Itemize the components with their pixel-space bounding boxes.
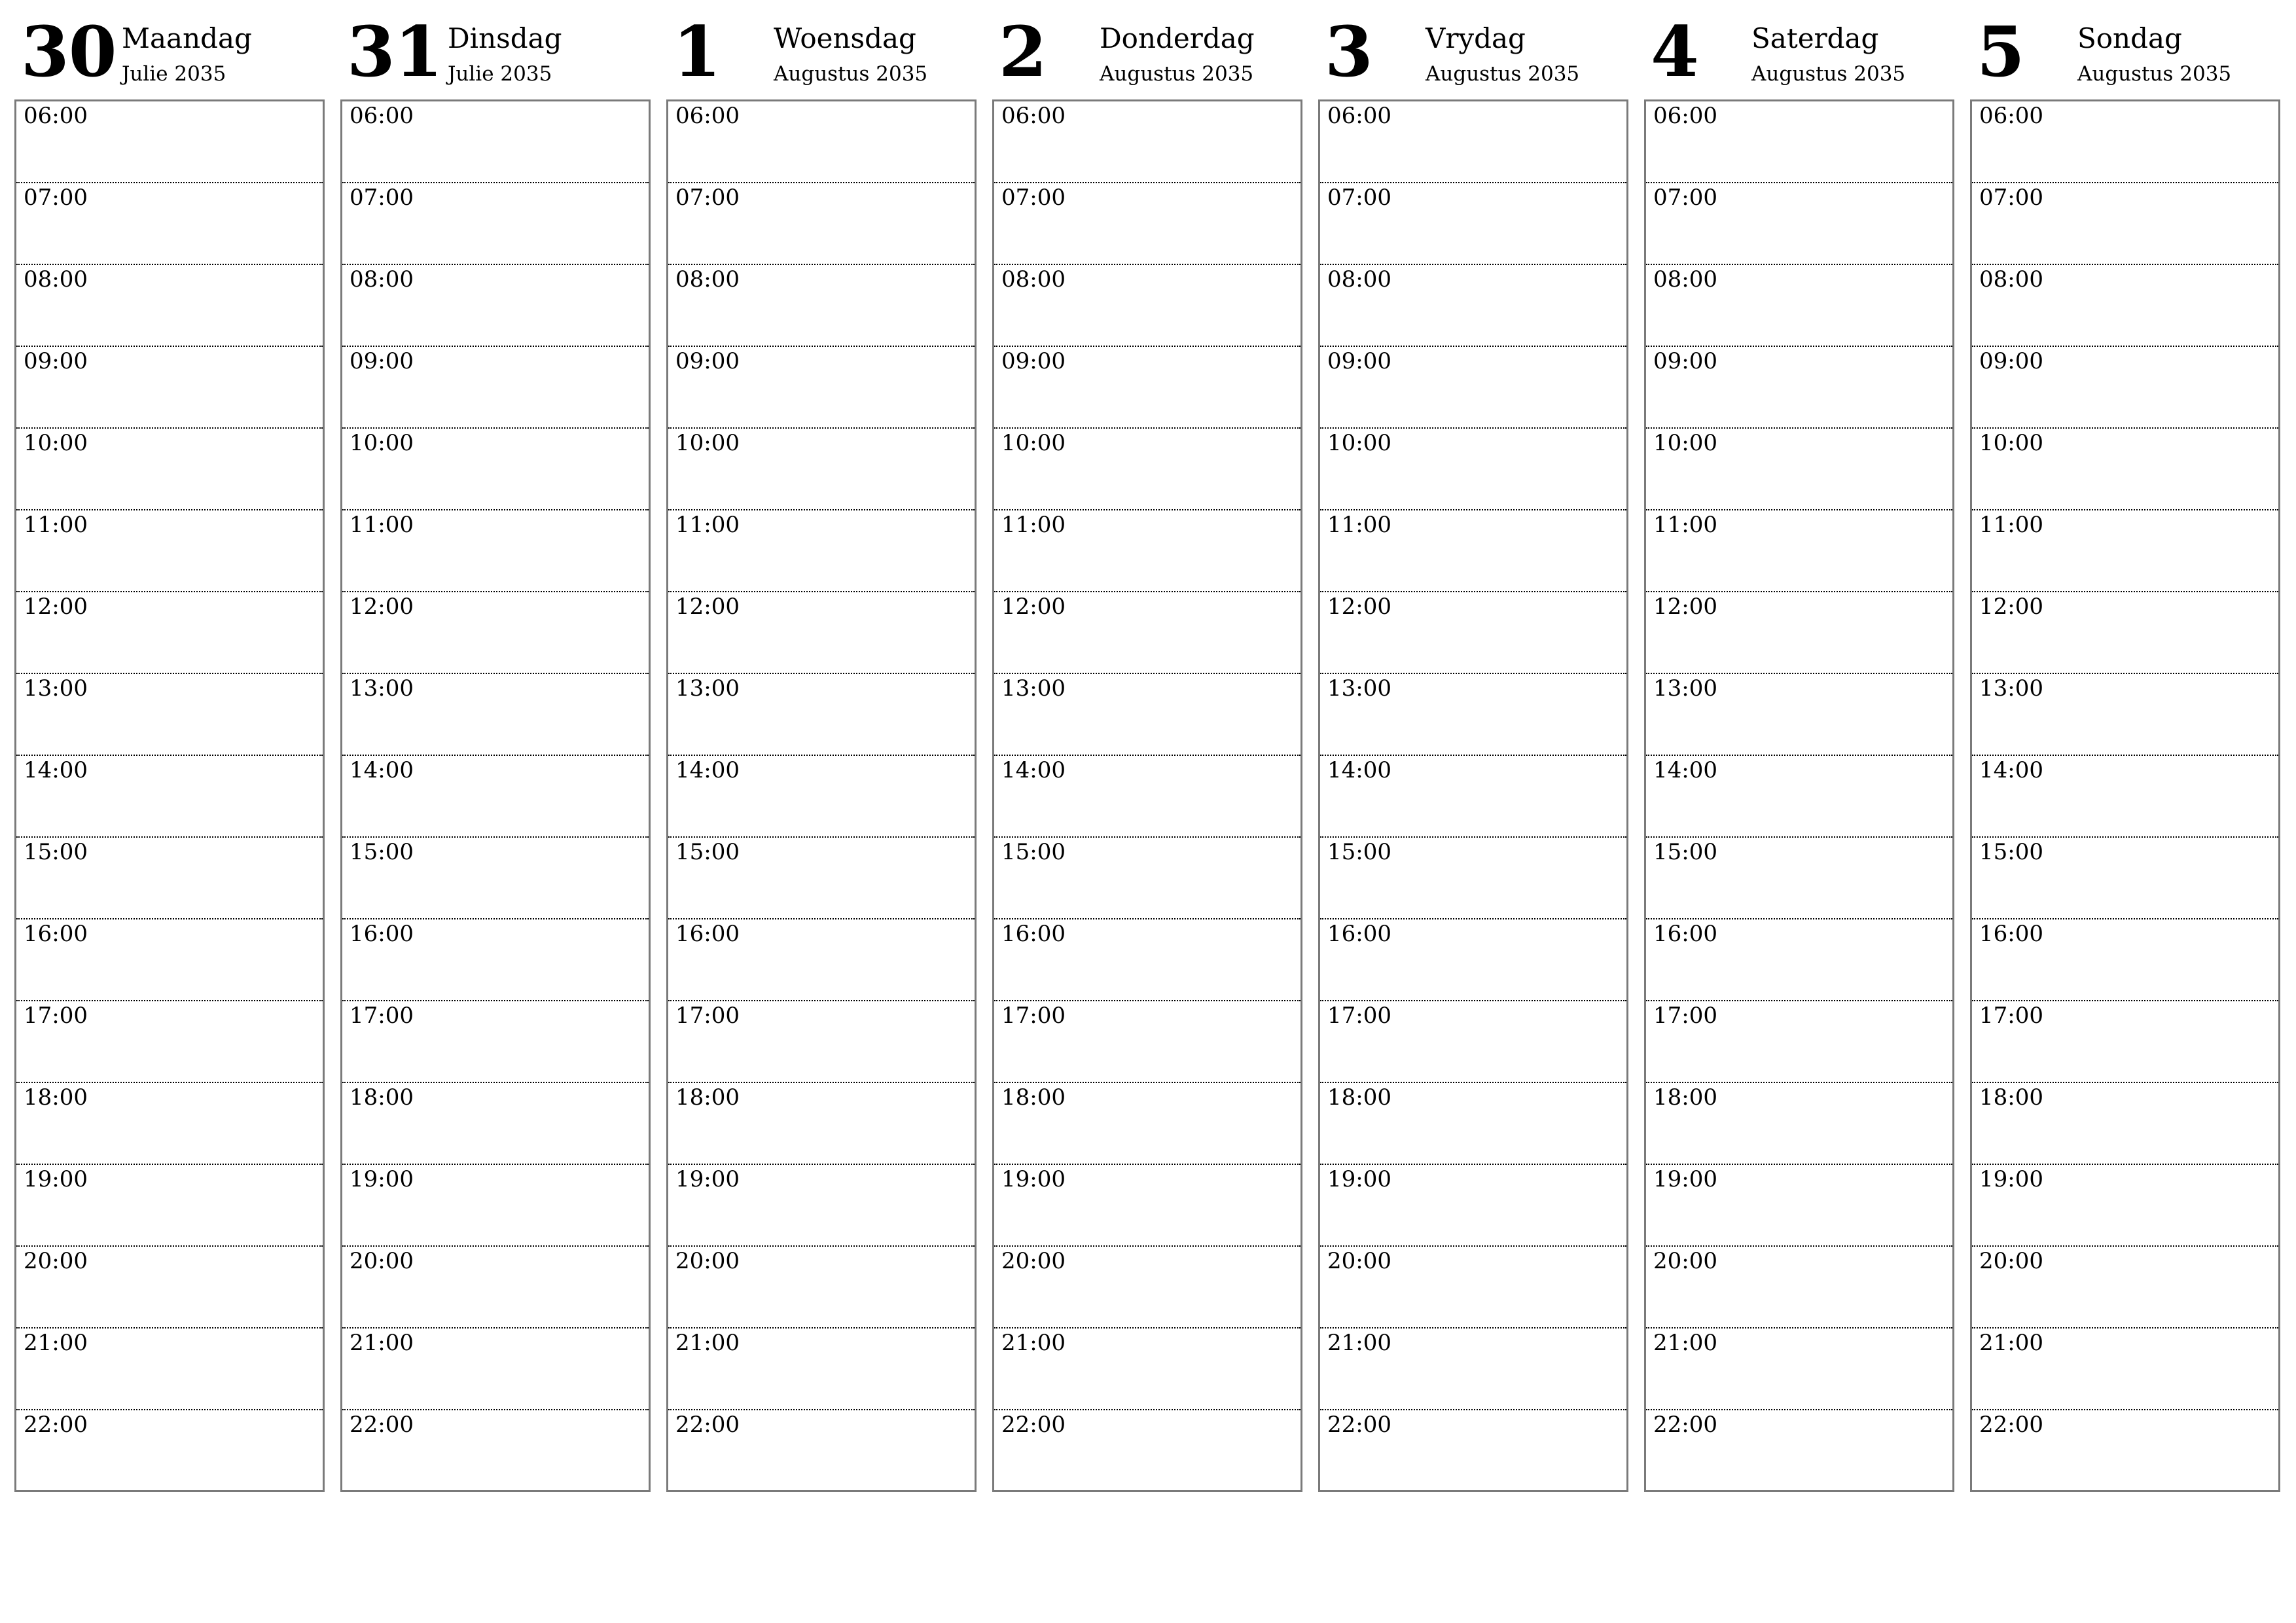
time-slot-label: 20:00 — [675, 1248, 740, 1274]
time-slot[interactable] — [668, 1165, 975, 1247]
time-slot-label: 12:00 — [1001, 594, 1066, 620]
time-slot[interactable] — [668, 756, 975, 838]
time-slot-label: 08:00 — [350, 266, 414, 293]
day-number: 5 — [1977, 10, 2024, 92]
time-slot[interactable] — [994, 919, 1300, 1001]
time-slot[interactable] — [342, 510, 649, 592]
day-number: 4 — [1651, 10, 1698, 92]
time-slot[interactable] — [1320, 1083, 1626, 1165]
time-slot[interactable] — [1320, 1165, 1626, 1247]
day-month-year: Augustus 2035 — [774, 62, 928, 86]
time-slot[interactable] — [1320, 838, 1626, 919]
time-slot-label: 09:00 — [675, 348, 740, 374]
time-slot[interactable] — [668, 1329, 975, 1410]
time-slot-label: 08:00 — [1327, 266, 1391, 293]
time-slot-label: 22:00 — [1653, 1412, 1717, 1438]
time-slot-label: 12:00 — [1653, 594, 1717, 620]
time-slot-label: 12:00 — [350, 594, 414, 620]
time-slot[interactable] — [16, 919, 323, 1001]
time-slot-label: 11:00 — [24, 512, 88, 538]
day-name: Sondag — [2077, 22, 2182, 54]
time-slot-label: 07:00 — [350, 185, 414, 211]
day-header — [1321, 0, 1634, 98]
day-number: 2 — [999, 10, 1047, 92]
time-slot[interactable] — [668, 1001, 975, 1083]
time-slot-label: 07:00 — [1327, 185, 1391, 211]
time-slot[interactable] — [1646, 674, 1952, 756]
time-slot[interactable] — [342, 756, 649, 838]
time-slot[interactable] — [1972, 919, 2278, 1001]
day-header — [669, 0, 982, 98]
time-slot[interactable] — [1646, 1410, 1952, 1492]
time-slot[interactable] — [994, 347, 1300, 429]
day-name: Donderdag — [1100, 22, 1255, 54]
time-slot[interactable] — [1646, 1247, 1952, 1329]
time-slot-label: 07:00 — [1979, 185, 2043, 211]
time-slot-label: 09:00 — [1001, 348, 1066, 374]
time-slot-label: 08:00 — [1001, 266, 1066, 293]
time-slot-label: 15:00 — [1979, 839, 2043, 865]
time-slot-label: 16:00 — [675, 921, 740, 947]
time-slot[interactable] — [1972, 510, 2278, 592]
time-slot-label: 18:00 — [24, 1084, 88, 1111]
time-slot-label: 21:00 — [1653, 1330, 1717, 1356]
time-slot-label: 06:00 — [1653, 103, 1717, 129]
time-slot[interactable] — [1646, 1165, 1952, 1247]
day-month-year: Augustus 2035 — [1751, 62, 1906, 86]
time-slot-label: 12:00 — [675, 594, 740, 620]
time-slot[interactable] — [1646, 101, 1952, 183]
day-number: 1 — [673, 10, 721, 92]
time-slot[interactable] — [1320, 265, 1626, 347]
day-header — [1647, 0, 1960, 98]
time-slot[interactable] — [1646, 510, 1952, 592]
time-slot-label: 06:00 — [1979, 103, 2043, 129]
time-slot[interactable] — [16, 183, 323, 265]
time-slot[interactable] — [1646, 919, 1952, 1001]
time-slot-label: 17:00 — [1001, 1003, 1066, 1029]
time-slot-label: 09:00 — [1979, 348, 2043, 374]
time-slot-label: 13:00 — [24, 675, 88, 702]
time-slot[interactable] — [994, 1165, 1300, 1247]
time-slot-label: 13:00 — [1327, 675, 1391, 702]
time-slot-label: 19:00 — [675, 1166, 740, 1192]
time-slot[interactable] — [1972, 347, 2278, 429]
day-schedule-box — [1318, 99, 1628, 1492]
time-slot[interactable] — [668, 838, 975, 919]
time-slot[interactable] — [994, 1329, 1300, 1410]
time-slot-label: 18:00 — [1979, 1084, 2043, 1111]
time-slot-label: 06:00 — [1327, 103, 1391, 129]
day-name: Saterdag — [1751, 22, 1879, 54]
time-slot[interactable] — [668, 592, 975, 674]
time-slot-label: 21:00 — [350, 1330, 414, 1356]
time-slot-label: 14:00 — [675, 757, 740, 783]
time-slot-label: 20:00 — [24, 1248, 88, 1274]
day-month-year: Augustus 2035 — [1100, 62, 1254, 86]
time-slot-label: 15:00 — [350, 839, 414, 865]
time-slot-label: 20:00 — [1327, 1248, 1391, 1274]
time-slot[interactable] — [1320, 1001, 1626, 1083]
day-name: Dinsdag — [448, 22, 562, 54]
time-slot[interactable] — [994, 265, 1300, 347]
time-slot-label: 07:00 — [1001, 185, 1066, 211]
time-slot-label: 15:00 — [1653, 839, 1717, 865]
time-slot-label: 11:00 — [1327, 512, 1391, 538]
time-slot-label: 10:00 — [1979, 430, 2043, 456]
time-slot[interactable] — [342, 347, 649, 429]
time-slot[interactable] — [1320, 1410, 1626, 1492]
time-slot-label: 11:00 — [350, 512, 414, 538]
time-slot-label: 10:00 — [675, 430, 740, 456]
time-slot-label: 07:00 — [675, 185, 740, 211]
time-slot-label: 20:00 — [1979, 1248, 2043, 1274]
time-slot-label: 17:00 — [675, 1003, 740, 1029]
time-slot-label: 18:00 — [1001, 1084, 1066, 1111]
time-slot-label: 08:00 — [1979, 266, 2043, 293]
time-slot-label: 18:00 — [1653, 1084, 1717, 1111]
time-slot[interactable] — [1972, 838, 2278, 919]
time-slot[interactable] — [1646, 1329, 1952, 1410]
time-slot-label: 22:00 — [24, 1412, 88, 1438]
time-slot[interactable] — [668, 429, 975, 510]
time-slot[interactable] — [994, 429, 1300, 510]
time-slot-label: 09:00 — [1327, 348, 1391, 374]
time-slot-label: 10:00 — [1327, 430, 1391, 456]
time-slot-label: 13:00 — [1001, 675, 1066, 702]
time-slot[interactable] — [1972, 1247, 2278, 1329]
time-slot-label: 14:00 — [1979, 757, 2043, 783]
time-slot[interactable] — [342, 919, 649, 1001]
time-slot[interactable] — [994, 1083, 1300, 1165]
time-slot-label: 18:00 — [350, 1084, 414, 1111]
time-slot[interactable] — [342, 101, 649, 183]
day-header — [343, 0, 656, 98]
day-header — [1973, 0, 2286, 98]
time-slot-label: 19:00 — [1001, 1166, 1066, 1192]
time-slot[interactable] — [16, 1410, 323, 1492]
time-slot[interactable] — [16, 101, 323, 183]
day-schedule-box — [1644, 99, 1954, 1492]
time-slot-label: 15:00 — [675, 839, 740, 865]
time-slot[interactable] — [1972, 1165, 2278, 1247]
time-slot[interactable] — [994, 592, 1300, 674]
time-slot-label: 14:00 — [1327, 757, 1391, 783]
time-slot-label: 11:00 — [675, 512, 740, 538]
time-slot-label: 15:00 — [1327, 839, 1391, 865]
time-slot-label: 22:00 — [675, 1412, 740, 1438]
time-slot[interactable] — [1972, 101, 2278, 183]
time-slot[interactable] — [1972, 1329, 2278, 1410]
time-slot-label: 14:00 — [350, 757, 414, 783]
time-slot[interactable] — [16, 592, 323, 674]
time-slot-label: 13:00 — [1979, 675, 2043, 702]
time-slot-label: 18:00 — [675, 1084, 740, 1111]
time-slot[interactable] — [668, 1410, 975, 1492]
day-schedule-box — [666, 99, 977, 1492]
day-month-year: Julie 2035 — [448, 62, 552, 86]
time-slot-label: 06:00 — [350, 103, 414, 129]
time-slot[interactable] — [342, 838, 649, 919]
time-slot-label: 19:00 — [1653, 1166, 1717, 1192]
time-slot[interactable] — [1320, 756, 1626, 838]
time-slot[interactable] — [342, 429, 649, 510]
day-schedule-box — [340, 99, 651, 1492]
time-slot[interactable] — [668, 1247, 975, 1329]
time-slot[interactable] — [342, 1329, 649, 1410]
time-slot-label: 15:00 — [24, 839, 88, 865]
time-slot[interactable] — [668, 101, 975, 183]
time-slot[interactable] — [668, 265, 975, 347]
time-slot[interactable] — [994, 674, 1300, 756]
time-slot[interactable] — [16, 674, 323, 756]
time-slot[interactable] — [1972, 429, 2278, 510]
day-header — [17, 0, 330, 98]
day-name: Maandag — [122, 22, 252, 54]
time-slot-label: 20:00 — [1001, 1248, 1066, 1274]
time-slot[interactable] — [342, 183, 649, 265]
time-slot-label: 12:00 — [1327, 594, 1391, 620]
time-slot-label: 08:00 — [1653, 266, 1717, 293]
time-slot[interactable] — [342, 1165, 649, 1247]
time-slot-label: 08:00 — [24, 266, 88, 293]
time-slot[interactable] — [1972, 265, 2278, 347]
time-slot[interactable] — [1320, 674, 1626, 756]
time-slot[interactable] — [1646, 429, 1952, 510]
time-slot-label: 14:00 — [1001, 757, 1066, 783]
time-slot-label: 06:00 — [24, 103, 88, 129]
time-slot[interactable] — [16, 347, 323, 429]
time-slot[interactable] — [1972, 756, 2278, 838]
time-slot[interactable] — [1320, 347, 1626, 429]
time-slot[interactable] — [994, 1247, 1300, 1329]
time-slot[interactable] — [16, 1247, 323, 1329]
time-slot-label: 16:00 — [1653, 921, 1717, 947]
time-slot[interactable] — [1320, 1247, 1626, 1329]
time-slot[interactable] — [1646, 592, 1952, 674]
time-slot[interactable] — [1972, 183, 2278, 265]
time-slot-label: 21:00 — [1979, 1330, 2043, 1356]
time-slot[interactable] — [1646, 838, 1952, 919]
time-slot-label: 19:00 — [24, 1166, 88, 1192]
time-slot[interactable] — [1972, 1001, 2278, 1083]
time-slot[interactable] — [1972, 1410, 2278, 1492]
day-header — [995, 0, 1308, 98]
day-month-year: Augustus 2035 — [2077, 62, 2232, 86]
time-slot-label: 10:00 — [24, 430, 88, 456]
time-slot-label: 11:00 — [1979, 512, 2043, 538]
time-slot[interactable] — [342, 1410, 649, 1492]
time-slot[interactable] — [668, 674, 975, 756]
time-slot[interactable] — [1972, 1083, 2278, 1165]
time-slot[interactable] — [668, 347, 975, 429]
time-slot-label: 10:00 — [1001, 430, 1066, 456]
time-slot-label: 19:00 — [1979, 1166, 2043, 1192]
time-slot[interactable] — [1646, 1083, 1952, 1165]
time-slot-label: 11:00 — [1653, 512, 1717, 538]
time-slot-label: 21:00 — [1327, 1330, 1391, 1356]
time-slot-label: 22:00 — [1327, 1412, 1391, 1438]
day-name: Vrydag — [1426, 22, 1526, 54]
time-slot-label: 06:00 — [675, 103, 740, 129]
time-slot-label: 06:00 — [1001, 103, 1066, 129]
day-name: Woensdag — [774, 22, 916, 54]
time-slot-label: 22:00 — [350, 1412, 414, 1438]
time-slot-label: 22:00 — [1979, 1412, 2043, 1438]
time-slot-label: 13:00 — [1653, 675, 1717, 702]
time-slot-label: 08:00 — [675, 266, 740, 293]
time-slot[interactable] — [1320, 510, 1626, 592]
time-slot-label: 17:00 — [1653, 1003, 1717, 1029]
time-slot-label: 18:00 — [1327, 1084, 1391, 1111]
time-slot-label: 09:00 — [24, 348, 88, 374]
time-slot-label: 16:00 — [1327, 921, 1391, 947]
day-month-year: Julie 2035 — [122, 62, 226, 86]
time-slot-label: 16:00 — [350, 921, 414, 947]
time-slot-label: 20:00 — [1653, 1248, 1717, 1274]
time-slot-label: 17:00 — [1327, 1003, 1391, 1029]
time-slot[interactable] — [16, 265, 323, 347]
time-slot[interactable] — [16, 1083, 323, 1165]
time-slot[interactable] — [1646, 1001, 1952, 1083]
time-slot[interactable] — [16, 756, 323, 838]
time-slot-label: 12:00 — [24, 594, 88, 620]
time-slot[interactable] — [1646, 347, 1952, 429]
day-schedule-box — [992, 99, 1302, 1492]
time-slot-label: 21:00 — [1001, 1330, 1066, 1356]
time-slot-label: 22:00 — [1001, 1412, 1066, 1438]
time-slot[interactable] — [1320, 919, 1626, 1001]
time-slot[interactable] — [994, 101, 1300, 183]
time-slot[interactable] — [668, 1083, 975, 1165]
time-slot[interactable] — [342, 1083, 649, 1165]
time-slot[interactable] — [1320, 592, 1626, 674]
time-slot[interactable] — [994, 838, 1300, 919]
time-slot[interactable] — [1972, 592, 2278, 674]
time-slot[interactable] — [1320, 183, 1626, 265]
day-number: 3 — [1325, 10, 1372, 92]
time-slot-label: 19:00 — [1327, 1166, 1391, 1192]
time-slot-label: 12:00 — [1979, 594, 2043, 620]
time-slot[interactable] — [16, 429, 323, 510]
day-number: 31 — [347, 10, 442, 92]
time-slot-label: 10:00 — [1653, 430, 1717, 456]
time-slot-label: 14:00 — [1653, 757, 1717, 783]
time-slot-label: 21:00 — [24, 1330, 88, 1356]
time-slot[interactable] — [668, 183, 975, 265]
time-slot-label: 16:00 — [24, 921, 88, 947]
time-slot[interactable] — [1320, 1329, 1626, 1410]
time-slot[interactable] — [994, 756, 1300, 838]
time-slot-label: 16:00 — [1001, 921, 1066, 947]
time-slot-label: 13:00 — [350, 675, 414, 702]
time-slot-label: 07:00 — [1653, 185, 1717, 211]
time-slot-label: 16:00 — [1979, 921, 2043, 947]
time-slot[interactable] — [994, 510, 1300, 592]
time-slot-label: 10:00 — [350, 430, 414, 456]
time-slot[interactable] — [994, 1410, 1300, 1492]
time-slot-label: 15:00 — [1001, 839, 1066, 865]
time-slot-label: 17:00 — [24, 1003, 88, 1029]
time-slot[interactable] — [1320, 429, 1626, 510]
time-slot[interactable] — [994, 183, 1300, 265]
day-schedule-box — [1970, 99, 2280, 1492]
time-slot[interactable] — [16, 1165, 323, 1247]
time-slot-label: 09:00 — [1653, 348, 1717, 374]
time-slot[interactable] — [16, 1329, 323, 1410]
time-slot-label: 19:00 — [350, 1166, 414, 1192]
time-slot[interactable] — [994, 1001, 1300, 1083]
time-slot-label: 17:00 — [350, 1003, 414, 1029]
time-slot[interactable] — [342, 674, 649, 756]
time-slot[interactable] — [342, 1247, 649, 1329]
day-month-year: Augustus 2035 — [1426, 62, 1580, 86]
time-slot[interactable] — [1646, 183, 1952, 265]
day-schedule-box — [14, 99, 325, 1492]
time-slot-label: 17:00 — [1979, 1003, 2043, 1029]
time-slot-label: 11:00 — [1001, 512, 1066, 538]
time-slot[interactable] — [16, 1001, 323, 1083]
time-slot[interactable] — [1972, 674, 2278, 756]
time-slot[interactable] — [16, 838, 323, 919]
time-slot[interactable] — [342, 265, 649, 347]
time-slot[interactable] — [1320, 101, 1626, 183]
time-slot-label: 20:00 — [350, 1248, 414, 1274]
time-slot-label: 07:00 — [24, 185, 88, 211]
day-number: 30 — [21, 10, 117, 92]
time-slot[interactable] — [342, 592, 649, 674]
time-slot[interactable] — [1646, 756, 1952, 838]
time-slot[interactable] — [1646, 265, 1952, 347]
time-slot-label: 09:00 — [350, 348, 414, 374]
time-slot[interactable] — [16, 510, 323, 592]
time-slot-label: 14:00 — [24, 757, 88, 783]
time-slot-label: 21:00 — [675, 1330, 740, 1356]
time-slot-label: 13:00 — [675, 675, 740, 702]
time-slot[interactable] — [668, 510, 975, 592]
time-slot[interactable] — [342, 1001, 649, 1083]
time-slot[interactable] — [668, 919, 975, 1001]
